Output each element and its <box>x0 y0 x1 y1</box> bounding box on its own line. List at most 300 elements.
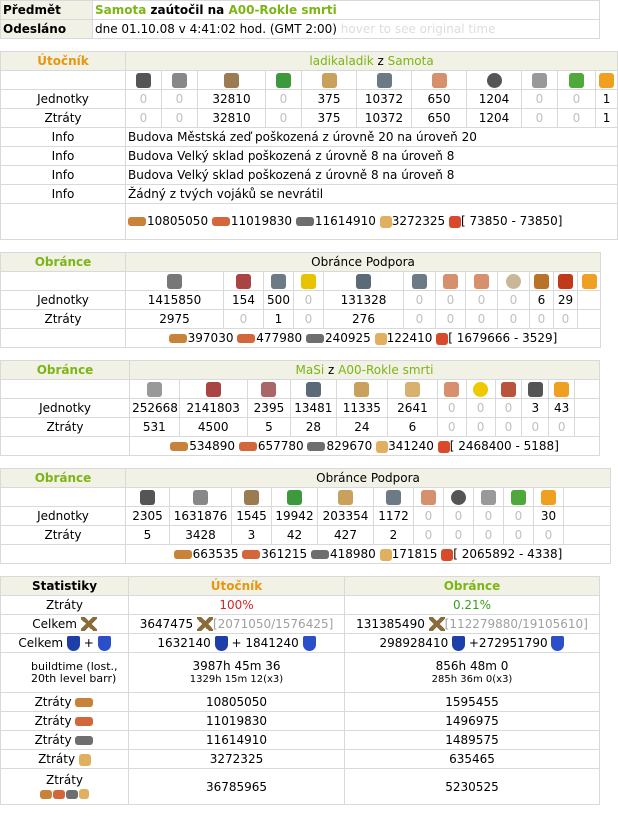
crossed-swords-icon <box>429 617 445 631</box>
table-cell <box>1 272 126 291</box>
table-cell: 13481 <box>291 399 336 418</box>
population-icon <box>79 789 89 799</box>
table-cell <box>558 71 596 90</box>
star-icon <box>541 490 556 505</box>
wood-icon <box>169 334 187 343</box>
info-row <box>1 185 618 204</box>
shield-round-icon <box>303 636 316 651</box>
table-cell <box>1 488 126 507</box>
table-cell: 0 <box>162 90 198 109</box>
population-icon <box>380 216 392 228</box>
hover-hint[interactable]: hover to see original time <box>340 22 496 36</box>
table-cell: 11335 <box>336 399 388 418</box>
table-cell: 42 <box>272 526 318 545</box>
table-cell: 1 <box>596 109 618 128</box>
table-cell <box>179 380 247 399</box>
table-cell: 0 <box>126 109 162 128</box>
table-cell <box>498 272 530 291</box>
noble-icon <box>511 490 526 505</box>
table-cell: 0 <box>294 310 324 329</box>
table-cell: 4500 <box>179 418 247 437</box>
info-row <box>1 166 618 185</box>
table-cell <box>549 380 575 399</box>
table-cell: 3987h 45m 36 1329h 15m 12(x3) <box>129 653 345 693</box>
stats-iron-row <box>1 731 600 750</box>
table-cell: 0 <box>498 291 530 310</box>
attacker-village-link[interactable]: Samota <box>95 3 147 17</box>
table-cell <box>575 399 600 418</box>
star-icon <box>582 274 597 289</box>
table-cell: 1204 <box>467 109 522 128</box>
table-cell: 10372 <box>357 109 412 128</box>
table-cell <box>272 488 318 507</box>
table-cell: 131385490 [112279880/19105610] <box>345 615 600 634</box>
table-cell <box>578 272 601 291</box>
table-cell: buildtime (lost., 20th level barr) <box>1 653 129 693</box>
wood-icon <box>40 790 52 799</box>
table-cell: 0 <box>474 507 504 526</box>
table-cell: 1632140 + 1841240 <box>129 634 345 653</box>
table-cell <box>170 488 232 507</box>
table-cell: Budova Velký sklad poškozená z úrovně 8 na úroveň 8 <box>126 166 618 185</box>
table-cell <box>564 488 611 507</box>
table-cell <box>302 71 357 90</box>
table-cell <box>162 71 198 90</box>
sword-icon <box>172 73 187 88</box>
table-cell <box>564 507 611 526</box>
table-cell <box>414 488 444 507</box>
table-cell <box>495 380 522 399</box>
wood-icon <box>174 550 192 559</box>
crossed-swords-icon <box>197 617 213 631</box>
blade-icon <box>261 382 276 397</box>
sent-label: Odesláno <box>1 20 93 39</box>
def2-resources-row <box>1 437 600 456</box>
table-cell: 0 <box>495 418 522 437</box>
table-cell <box>404 272 436 291</box>
table-cell: 11019830 <box>129 712 345 731</box>
table-cell: 0.21% <box>345 596 600 615</box>
table-cell: 0 <box>498 310 530 329</box>
shield-round-icon <box>551 636 564 651</box>
ram-icon <box>432 73 447 88</box>
table-cell: 0 <box>436 310 466 329</box>
table-cell: 534890 657780 829670 341240 [ 2468400 - 5188] <box>130 437 600 456</box>
table-cell: Info <box>1 185 126 204</box>
table-cell: 375 <box>302 90 357 109</box>
table-cell <box>444 488 474 507</box>
table-cell: 0 <box>444 507 474 526</box>
table-cell: 375 <box>302 109 357 128</box>
defender-title: Obránce Podpora <box>126 253 601 272</box>
info-row <box>1 147 618 166</box>
table-cell: 0 <box>266 109 302 128</box>
table-cell <box>412 71 467 90</box>
horse-icon <box>412 274 427 289</box>
star-icon <box>599 73 614 88</box>
warrior-icon <box>501 382 516 397</box>
table-cell: 0 <box>437 399 466 418</box>
hat-icon <box>558 274 573 289</box>
table-cell: 1631876 <box>170 507 232 526</box>
population-icon <box>380 549 392 561</box>
axe-icon <box>224 73 239 88</box>
table-cell: 0 <box>495 399 522 418</box>
table-cell <box>474 488 504 507</box>
table-cell: 0 <box>558 90 596 109</box>
table-cell: 0 <box>444 526 474 545</box>
table-cell: 0 <box>404 291 436 310</box>
table-cell: 10805050 11019830 11614910 3272325 [ 73850 - 73850] <box>126 204 618 240</box>
table-cell: 0 <box>530 310 554 329</box>
table-cell: Info <box>1 147 126 166</box>
subject-value: Samota zaútočil na A00-Rokle smrti <box>93 1 600 20</box>
table-cell <box>578 310 601 329</box>
table-cell: 0 <box>466 310 498 329</box>
table-cell <box>198 71 266 90</box>
sun-icon <box>473 382 488 397</box>
table-cell: 6 <box>388 418 438 437</box>
table-cell: Ztráty <box>1 712 129 731</box>
population-icon <box>79 754 91 766</box>
statistics-table <box>0 576 600 805</box>
attacker-resources-row <box>1 204 618 240</box>
table-cell <box>466 380 495 399</box>
wood-icon <box>128 217 146 226</box>
info-row <box>1 128 618 147</box>
table-cell: 5 <box>247 418 290 437</box>
horse-icon <box>405 382 420 397</box>
table-cell: Ztráty <box>1 750 129 769</box>
table-cell: 0 <box>474 526 504 545</box>
table-cell: 0 <box>126 90 162 109</box>
table-cell: 36785965 <box>129 769 345 805</box>
table-cell: Ztráty <box>1 310 126 329</box>
bounty-icon <box>438 441 450 453</box>
attacker-losses-row <box>1 109 618 128</box>
table-cell <box>294 272 324 291</box>
table-cell: Ztráty <box>1 109 126 128</box>
table-cell: 0 <box>466 399 495 418</box>
noble-icon <box>569 73 584 88</box>
iron-icon <box>311 550 329 559</box>
table-cell <box>126 71 162 90</box>
table-cell: 500 <box>264 291 294 310</box>
archer-icon <box>276 73 291 88</box>
table-cell <box>357 71 412 90</box>
bounty-icon <box>441 549 453 561</box>
table-cell <box>1 329 126 348</box>
attacker-units-row <box>1 90 618 109</box>
table-cell <box>1 380 130 399</box>
attacker-table <box>0 51 618 240</box>
table-cell: 1172 <box>374 507 414 526</box>
unit-icons-row <box>1 380 600 399</box>
shield-icon <box>67 636 80 651</box>
table-cell: 856h 48m 0 285h 36m 0(x3) <box>345 653 600 693</box>
table-cell: 131328 <box>324 291 404 310</box>
table-cell: Obránce <box>345 577 600 596</box>
table-cell: 3 <box>522 399 549 418</box>
table-cell <box>1 71 126 90</box>
table-cell <box>1 545 126 564</box>
star-icon <box>554 382 569 397</box>
ram-icon <box>443 274 458 289</box>
knight-icon <box>532 73 547 88</box>
defender-village-link[interactable]: A00-Rokle smrti <box>228 3 337 17</box>
table-cell: 2641 <box>388 399 438 418</box>
table-cell: 427 <box>318 526 374 545</box>
table-cell: 10372 <box>357 90 412 109</box>
table-cell <box>554 272 578 291</box>
def2-units-row <box>1 399 600 418</box>
light-cavalry-icon <box>377 73 392 88</box>
table-cell <box>467 71 522 90</box>
table-cell: 0 <box>534 526 564 545</box>
table-cell: 650 <box>412 90 467 109</box>
table-cell <box>224 272 264 291</box>
def1-resources-row <box>1 329 601 348</box>
table-cell: 531 <box>130 418 180 437</box>
table-cell: 3647475 [2071050/1576425] <box>129 615 345 634</box>
catapult-icon <box>451 490 466 505</box>
table-cell <box>466 272 498 291</box>
table-cell <box>596 71 618 90</box>
table-cell: Jednotky <box>1 399 130 418</box>
iron-icon <box>306 334 324 343</box>
sword-icon <box>193 490 208 505</box>
long-sword-icon <box>206 382 221 397</box>
table-cell: Útočník <box>129 577 345 596</box>
table-cell: 1415850 <box>126 291 224 310</box>
table-cell: 0 <box>466 418 495 437</box>
cavalry-icon <box>356 274 371 289</box>
table-cell: 1545 <box>232 507 272 526</box>
table-cell: 1496975 <box>345 712 600 731</box>
clay-icon <box>75 717 93 726</box>
iron-icon <box>296 217 314 226</box>
table-cell: 19942 <box>272 507 318 526</box>
table-cell: 276 <box>324 310 404 329</box>
defender-role: Obránce <box>1 253 126 272</box>
table-cell: 29 <box>554 291 578 310</box>
defender-title: MaSi z A00-Rokle smrti <box>130 361 600 380</box>
table-cell: 5230525 <box>345 769 600 805</box>
table-cell: 30 <box>534 507 564 526</box>
table-cell: 32810 <box>198 109 266 128</box>
horse-icon <box>354 382 369 397</box>
table-cell: Jednotky <box>1 90 126 109</box>
iron-icon <box>66 790 78 799</box>
stats-wood-row <box>1 693 600 712</box>
table-cell: 0 <box>522 90 558 109</box>
def1-units-row <box>1 291 601 310</box>
table-cell: 1204 <box>467 90 522 109</box>
table-cell: Jednotky <box>1 507 126 526</box>
table-cell: 635465 <box>345 750 600 769</box>
table-cell: Jednotky <box>1 291 126 310</box>
table-cell: 2305 <box>126 507 170 526</box>
unit-icons-row <box>1 272 601 291</box>
table-cell: 252668 <box>130 399 180 418</box>
table-cell: 0 <box>162 109 198 128</box>
table-cell <box>575 380 600 399</box>
table-cell: Ztráty <box>1 418 130 437</box>
table-cell: 650 <box>412 109 467 128</box>
table-cell: 203354 <box>318 507 374 526</box>
table-cell <box>324 272 404 291</box>
table-cell <box>232 488 272 507</box>
table-cell: 0 <box>437 418 466 437</box>
table-cell: Budova Velký sklad poškozená z úrovně 8 na úroveň 8 <box>126 147 618 166</box>
table-cell: 0 <box>436 291 466 310</box>
table-cell <box>266 71 302 90</box>
pack-icon <box>534 274 549 289</box>
attacker-role: Útočník <box>1 52 126 71</box>
table-cell: Budova Městská zeď poškozená z úrovně 20 na úroveň 20 <box>126 128 618 147</box>
table-cell <box>291 380 336 399</box>
population-icon <box>375 333 387 345</box>
defender-village-link[interactable]: A00-Rokle smrti <box>338 363 434 377</box>
mage-icon <box>301 274 316 289</box>
ram-icon <box>444 382 459 397</box>
table-cell <box>437 380 466 399</box>
table-cell: 0 <box>466 291 498 310</box>
table-cell: Celkem + <box>1 634 129 653</box>
table-cell <box>436 272 466 291</box>
catapult-icon <box>474 274 489 289</box>
table-cell <box>336 380 388 399</box>
attacker-village-link2[interactable]: Samota <box>387 54 434 68</box>
table-cell <box>504 488 534 507</box>
table-cell <box>126 488 170 507</box>
sword-icon <box>236 274 251 289</box>
table-cell: 0 <box>404 310 436 329</box>
attacker-player-link[interactable]: ladikaladik <box>309 54 374 68</box>
table-cell: 0 <box>522 109 558 128</box>
table-cell <box>318 488 374 507</box>
unit-icons-row <box>1 488 611 507</box>
rock-icon <box>506 274 521 289</box>
table-cell <box>388 380 438 399</box>
table-cell: 0 <box>414 507 444 526</box>
table-cell: Ztráty <box>1 731 129 750</box>
hat-icon <box>528 382 543 397</box>
shield-icon <box>215 636 228 651</box>
table-cell: 2975 <box>126 310 224 329</box>
light-cavalry-icon <box>386 490 401 505</box>
table-cell <box>126 272 224 291</box>
table-cell <box>578 291 601 310</box>
ram-icon <box>421 490 436 505</box>
def2-losses-row <box>1 418 600 437</box>
table-cell: Celkem <box>1 615 129 634</box>
table-cell: 0 <box>558 109 596 128</box>
knight-icon <box>481 490 496 505</box>
defender-title: Obránce Podpora <box>126 469 611 488</box>
table-cell <box>264 272 294 291</box>
defender-table-2 <box>0 360 600 456</box>
table-cell <box>522 71 558 90</box>
table-cell: 3 <box>232 526 272 545</box>
table-cell <box>130 380 180 399</box>
stats-pop-row <box>1 750 600 769</box>
stats-loss-pct-row <box>1 596 600 615</box>
clay-icon <box>237 334 255 343</box>
clay-icon <box>53 790 65 799</box>
table-cell: 0 <box>522 418 549 437</box>
iron-icon <box>307 442 325 451</box>
def3-units-row <box>1 507 611 526</box>
table-cell: 298928410 +272951790 <box>345 634 600 653</box>
shield-icon <box>452 636 465 651</box>
table-cell: 154 <box>224 291 264 310</box>
shield-round-icon <box>98 636 111 651</box>
table-cell <box>564 526 611 545</box>
stats-buildtime-row <box>1 653 600 693</box>
def3-losses-row <box>1 526 611 545</box>
table-cell <box>247 380 290 399</box>
stats-sum-row <box>1 769 600 805</box>
table-cell: 100% <box>129 596 345 615</box>
defender-player-link[interactable]: MaSi <box>295 363 325 377</box>
sword-icon <box>147 382 162 397</box>
stats-title: Statistiky <box>1 577 129 596</box>
table-cell: Info <box>1 128 126 147</box>
table-cell <box>1 437 130 456</box>
table-cell: Žádný z tvých vojáků se nevrátil <box>126 185 618 204</box>
table-cell: Ztráty <box>1 769 129 805</box>
clay-icon <box>242 550 260 559</box>
archer-icon <box>287 490 302 505</box>
table-cell: 2395 <box>247 399 290 418</box>
report-header <box>0 0 600 39</box>
table-cell: 3272325 <box>129 750 345 769</box>
table-cell <box>1 204 126 240</box>
table-cell: 663535 361215 418980 171815 [ 2065892 - 4338] <box>126 545 611 564</box>
table-cell: 2141803 <box>179 399 247 418</box>
defender-role: Obránce <box>1 361 130 380</box>
table-cell: 0 <box>224 310 264 329</box>
table-cell: Ztráty <box>1 596 129 615</box>
bounty-icon <box>436 333 448 345</box>
population-icon <box>376 441 388 453</box>
catapult-icon <box>487 73 502 88</box>
stats-total-row <box>1 615 600 634</box>
clay-icon <box>239 442 257 451</box>
defender-support-table-1 <box>0 252 601 348</box>
table-cell: Info <box>1 166 126 185</box>
table-cell <box>575 418 600 437</box>
table-cell: 397030 477980 240925 122410 [ 1679666 - 3529] <box>126 329 601 348</box>
table-cell <box>534 488 564 507</box>
defender-role: Obránce <box>1 469 126 488</box>
sent-value: dne 01.10.08 v 4:41:02 hod. (GMT 2:00) hover to see original time <box>93 20 600 39</box>
def1-losses-row <box>1 310 601 329</box>
table-cell: 32810 <box>198 90 266 109</box>
table-cell: 6 <box>530 291 554 310</box>
table-cell: 0 <box>504 507 534 526</box>
table-cell: 1 <box>264 310 294 329</box>
crossed-swords-icon <box>81 617 97 631</box>
defender-support-table-2 <box>0 468 611 564</box>
stats-clay-row <box>1 712 600 731</box>
table-cell: Ztráty <box>1 693 129 712</box>
table-cell: 0 <box>549 418 575 437</box>
table-cell: 0 <box>266 90 302 109</box>
bounty-icon <box>449 216 461 228</box>
scout-icon <box>338 490 353 505</box>
